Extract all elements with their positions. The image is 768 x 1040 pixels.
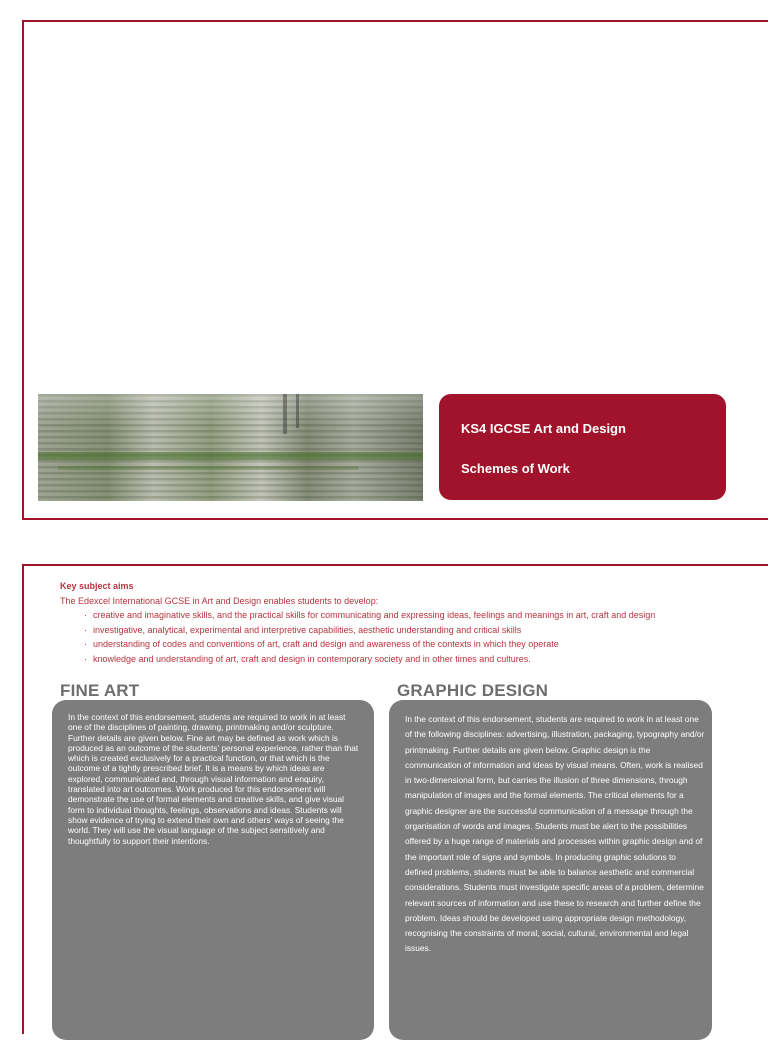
graphic-design-body: In the context of this endorsement, students are required to work in at least one of the following disciplines: advertising, illustration, packaging, typography and/or printmaking. Further details are given below. Graphic design is the communication of information and ideas by visual means. Often, work is realised in two-dimensional form, but carries the illusion of three dimensions, through manipulation of images and the formal elements. The critical elements for a graphic designer are the successful communication of a message through the organisation of words and images. Students must be alert to the possibilities offered by a huge range of materials and processes within graphic design and of the important role of signs and symbols. In producing graphic solutions to defined problems, students must be able to balance aesthetic and commercial considerations. Students must investigate specific areas of a problem, determine relevant sources of information and use these to research and further define the problem. Ideas should be developed using appropriate design methodology, recognising the constraints of moral, social, cultural, environmental and legal issues.: [405, 714, 705, 954]
key-subject-aims: [60, 579, 720, 666]
aims-list-item: · investigative, analytical, experimental and interpretive capabilities, aesthetic understanding and critical skills: [84, 624, 522, 635]
image-texture-grass: [58, 466, 358, 470]
image-texture-post: [283, 394, 287, 434]
cover-title-box: [439, 394, 726, 500]
document-title: KS4 IGCSE Art and Design: [461, 421, 626, 436]
fine-art-heading: FINE ART: [60, 681, 140, 700]
aims-heading: Key subject aims: [60, 581, 134, 591]
cover-landscape-image: [38, 394, 423, 501]
aims-list-item: · creative and imaginative skills, and the practical skills for communicating and expressing ideas, feelings and meanings in art, craft and design: [84, 610, 656, 620]
aims-list-item: · knowledge and understanding of art, craft and design in contemporary society and in other times and cultures.: [84, 653, 531, 664]
aims-list: [60, 608, 720, 666]
image-texture-post: [296, 394, 299, 428]
graphic-design-heading: GRAPHIC DESIGN: [397, 681, 549, 700]
aims-intro: The Edexcel International GCSE in Art and Design enables students to develop:: [60, 595, 379, 606]
image-texture-grass: [38, 452, 423, 460]
fine-art-body: In the context of this endorsement, students are required to work in at least one of the disciplines of painting, drawing, printmaking and/or sculpture. Further details are given below. Fine art may be defined as work which is produced as an outcome of the students' personal experience, rather than that which is created exclusively for a practical function, or that which is the outcome of a tightly prescribed brief. It is a means by which ideas are explored, communicated and, through visual information and enquiry, translated into art outcomes. Work produced for this endorsement will demonstrate the use of formal elements and creative skills, and give visual form to individual thoughts, feelings, observations and ideas. Students will show evidence of trying to extend their own and others' ways of seeing the world. They will use the visual language of the subject sensitively and thoughtfully to support their intentions.: [68, 712, 359, 846]
document-subtitle: Schemes of Work: [461, 461, 570, 476]
aims-list-item: · understanding of codes and conventions of art, craft and design and awareness of the contexts in which they operate: [84, 639, 559, 649]
